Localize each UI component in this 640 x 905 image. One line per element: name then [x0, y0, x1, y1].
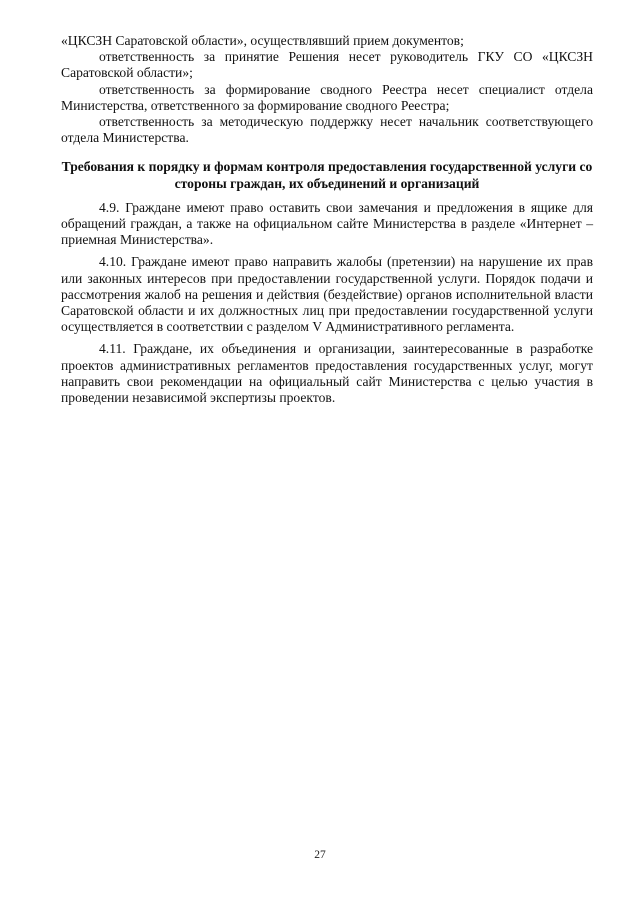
paragraph-4-10: 4.10. Граждане имеют право направить жалобы (претензии) на нарушение их прав или законных интересов при предоставлении государственной услуги. Порядок подачи и рассмотрения жалоб на решения и действия (бездействие) органов исполнительной власти Саратовской области и их должностных лиц при предоставлении государственной услуги осуществляется в соответствии с разделом V Административного регламента.: [61, 254, 593, 335]
page-number: 27: [314, 849, 326, 861]
section-heading: Требования к порядку и формам контроля предоставления государственной услуги со стороны граждан, их объединений и организаций: [61, 159, 593, 191]
document-page: [61, 33, 593, 406]
paragraph-4-9: 4.9. Граждане имеют право оставить свои замечания и предложения в ящике для обращений граждан, а также на официальном сайте Министерства в разделе «Интернет – приемная Министерства».: [61, 199, 593, 248]
paragraph-4-11: 4.11. Граждане, их объединения и организации, заинтересованные в разработке проектов административных регламентов предоставления государственных услуг, могут направить свои рекомендации на официальный сайт Министерства с целью участия в проведении независимой экспертизы проектов.: [61, 341, 593, 406]
paragraph-registry-responsibility: ответственность за формирование сводного Реестра несет специалист отдела Министерства, ответственного за формирование сводного Реестра;: [61, 81, 593, 113]
paragraph-continuation: «ЦКСЗН Саратовской области», осуществлявший прием документов;: [61, 33, 464, 48]
paragraph-decision-responsibility: ответственность за принятие Решения несет руководитель ГКУ СО «ЦКСЗН Саратовской области»;: [61, 49, 593, 81]
paragraph-methodical-support: ответственность за методическую поддержку несет начальник соответствующего отдела Министерства.: [61, 114, 593, 146]
